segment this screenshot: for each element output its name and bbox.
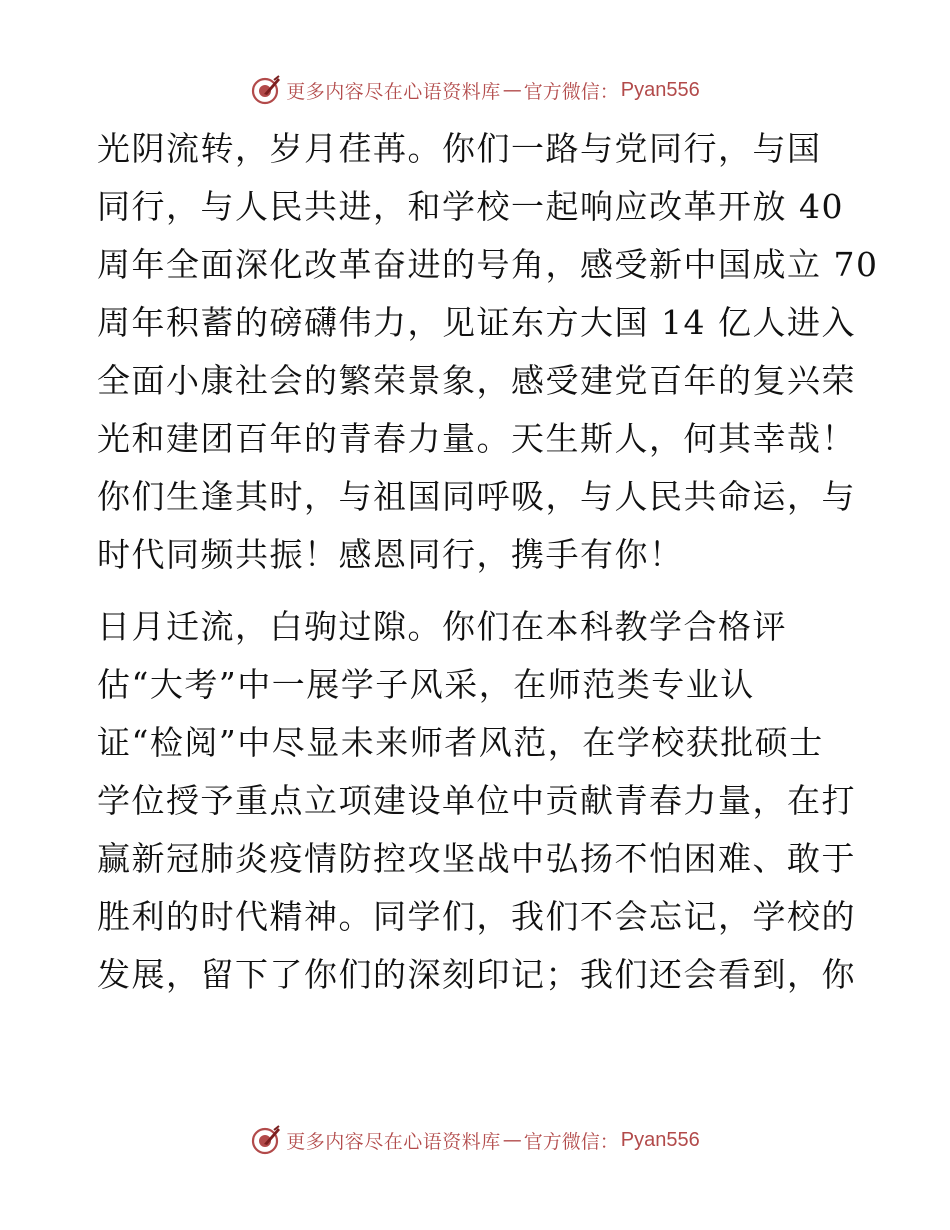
watermark-official-label: 官方微信：: [523, 80, 619, 103]
text-line: 日月迁流，白驹过隙。你们在本科教学合格评: [97, 607, 787, 646]
watermark-header: [0, 70, 950, 110]
text-line: 光和建团百年的青春力量。天生斯人，何其幸哉！: [97, 419, 856, 458]
watermark-text: 更多内容尽在心语资料库: [286, 80, 501, 103]
text-line: 时代同频共振！感恩同行，携手有你！: [97, 535, 684, 574]
quill-logo-icon: [250, 1124, 282, 1156]
document-body: [97, 120, 879, 1004]
watermark-official-label: 官方微信：: [523, 1130, 619, 1153]
paragraph-1: [97, 120, 879, 584]
text-line: 胜利的时代精神。同学们，我们不会忘记，学校的: [97, 897, 856, 936]
text-line: 赢新冠肺炎疫情防控攻坚战中弘扬不怕困难、敢于: [97, 839, 856, 878]
text-line: 发展，留下了你们的深刻印记；我们还会看到，你: [97, 955, 856, 994]
watermark-text: 更多内容尽在心语资料库: [286, 1130, 501, 1153]
watermark-wechat-id: Pyan556: [620, 1128, 700, 1151]
text-line: 周年积蓄的磅礴伟力，见证东方大国 14 亿人进入: [97, 303, 856, 342]
watermark-footer: [0, 1120, 950, 1160]
text-line: 学位授予重点立项建设单位中贡献青春力量，在打: [97, 781, 856, 820]
text-line: 你们生逢其时，与祖国同呼吸，与人民共命运，与: [97, 477, 856, 516]
watermark-wechat-id: Pyan556: [620, 78, 700, 101]
text-line: 周年全面深化改革奋进的号角，感受新中国成立 70: [97, 245, 879, 284]
quill-logo-icon: [250, 74, 282, 106]
text-line: 光阴流转，岁月荏苒。你们一路与党同行，与国: [97, 129, 822, 168]
text-line: 全面小康社会的繁荣景象，感受建党百年的复兴荣: [97, 361, 856, 400]
text-line: 估“大考”中一展学子风采，在师范类专业认: [97, 665, 755, 704]
text-line: 同行，与人民共进，和学校一起响应改革开放 40: [97, 187, 844, 226]
watermark-dash: —: [502, 79, 522, 101]
paragraph-2: [97, 598, 867, 1004]
text-line: 证“检阅”中尽显未来师者风范，在学校获批硕士: [97, 723, 824, 762]
watermark-dash: —: [502, 1129, 522, 1151]
